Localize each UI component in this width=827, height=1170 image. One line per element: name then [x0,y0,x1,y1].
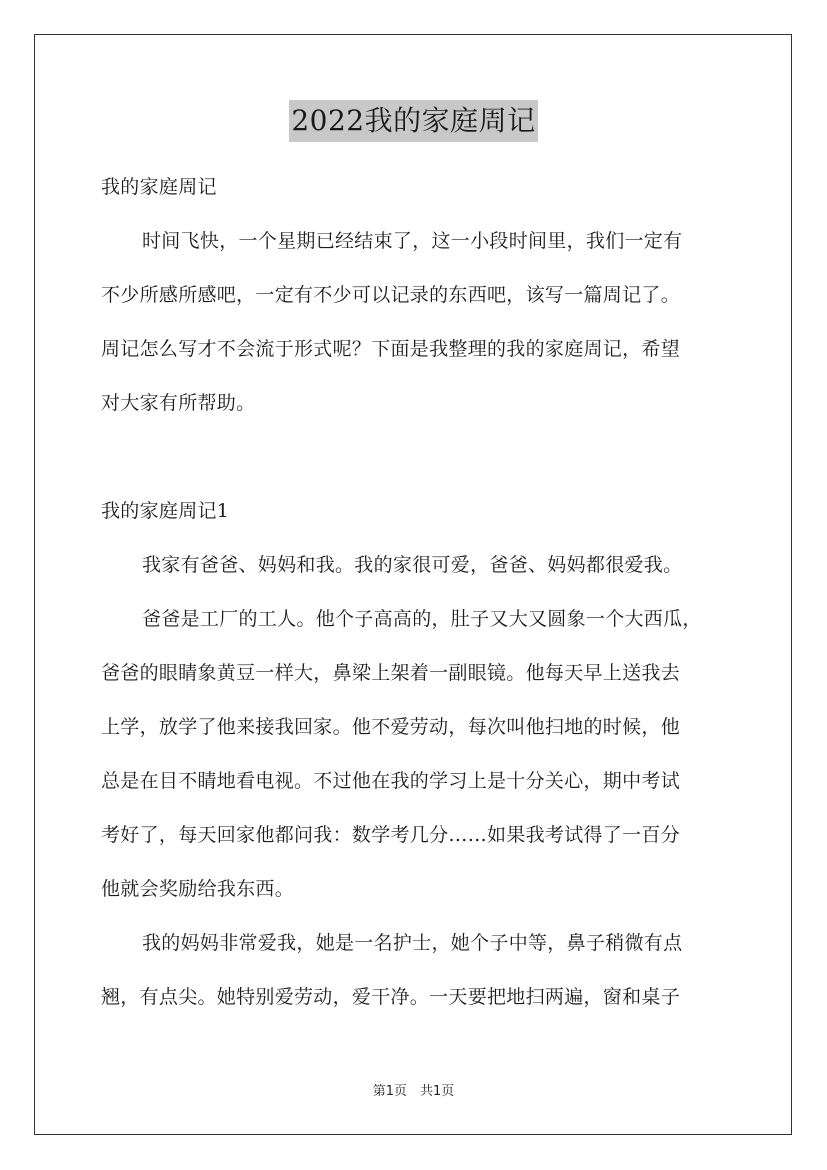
paragraph-line: 爸爸的眼睛象黄豆一样大，鼻梁上架着一副眼镜。他每天早上送我去 [101,662,681,684]
document-title: 2022我的家庭周记 [289,100,537,142]
page-number: 第1页 共1页 [372,1084,455,1099]
paragraph-line: 爸爸是工厂的工人。他个子高高的，肚子又大又圆象一个大西瓜， [142,608,702,630]
title-container [0,100,827,142]
section-heading: 我的家庭周记1 [101,500,230,522]
subtitle: 我的家庭周记 [101,176,217,198]
paragraph-2 [101,606,731,903]
paragraph-line: 我的妈妈非常爱我，她是一名护士，她个子中等，鼻子稍微有点 [142,932,683,954]
intro-paragraph [101,228,731,417]
paragraph-line: 考好了，每天回家他都问我：数学考几分……如果我考试得了一百分 [101,824,681,846]
paragraph-line: 上学，放学了他来接我回家。他不爱劳动，每次叫他扫地的时候，他 [101,716,681,738]
document-body [101,174,731,1011]
paragraph-line: 翘，有点尖。她特别爱劳动，爱干净。一天要把地扫两遍，窗和桌子 [101,986,681,1008]
paragraph-line: 对大家有所帮助。 [101,392,256,414]
paragraph-1 [101,552,731,579]
paragraph-line: 时间飞快，一个星期已经结束了，这一小段时间里，我们一定有 [142,230,683,252]
paragraph-3 [101,930,731,1011]
paragraph-line: 总是在目不睛地看电视。不过他在我的学习上是十分关心，期中考试 [101,770,681,792]
paragraph-line: 不少所感所感吧，一定有不少可以记录的东西吧，该写一篇周记了。 [101,284,681,306]
paragraph-line: 他就会奖励给我东西。 [101,878,295,900]
paragraph-line: 周记怎么写才不会流于形式呢？下面是我整理的我的家庭周记，希望 [101,338,681,360]
paragraph-line: 我家有爸爸、妈妈和我。我的家很可爱，爸爸、妈妈都很爱我。 [142,554,683,576]
